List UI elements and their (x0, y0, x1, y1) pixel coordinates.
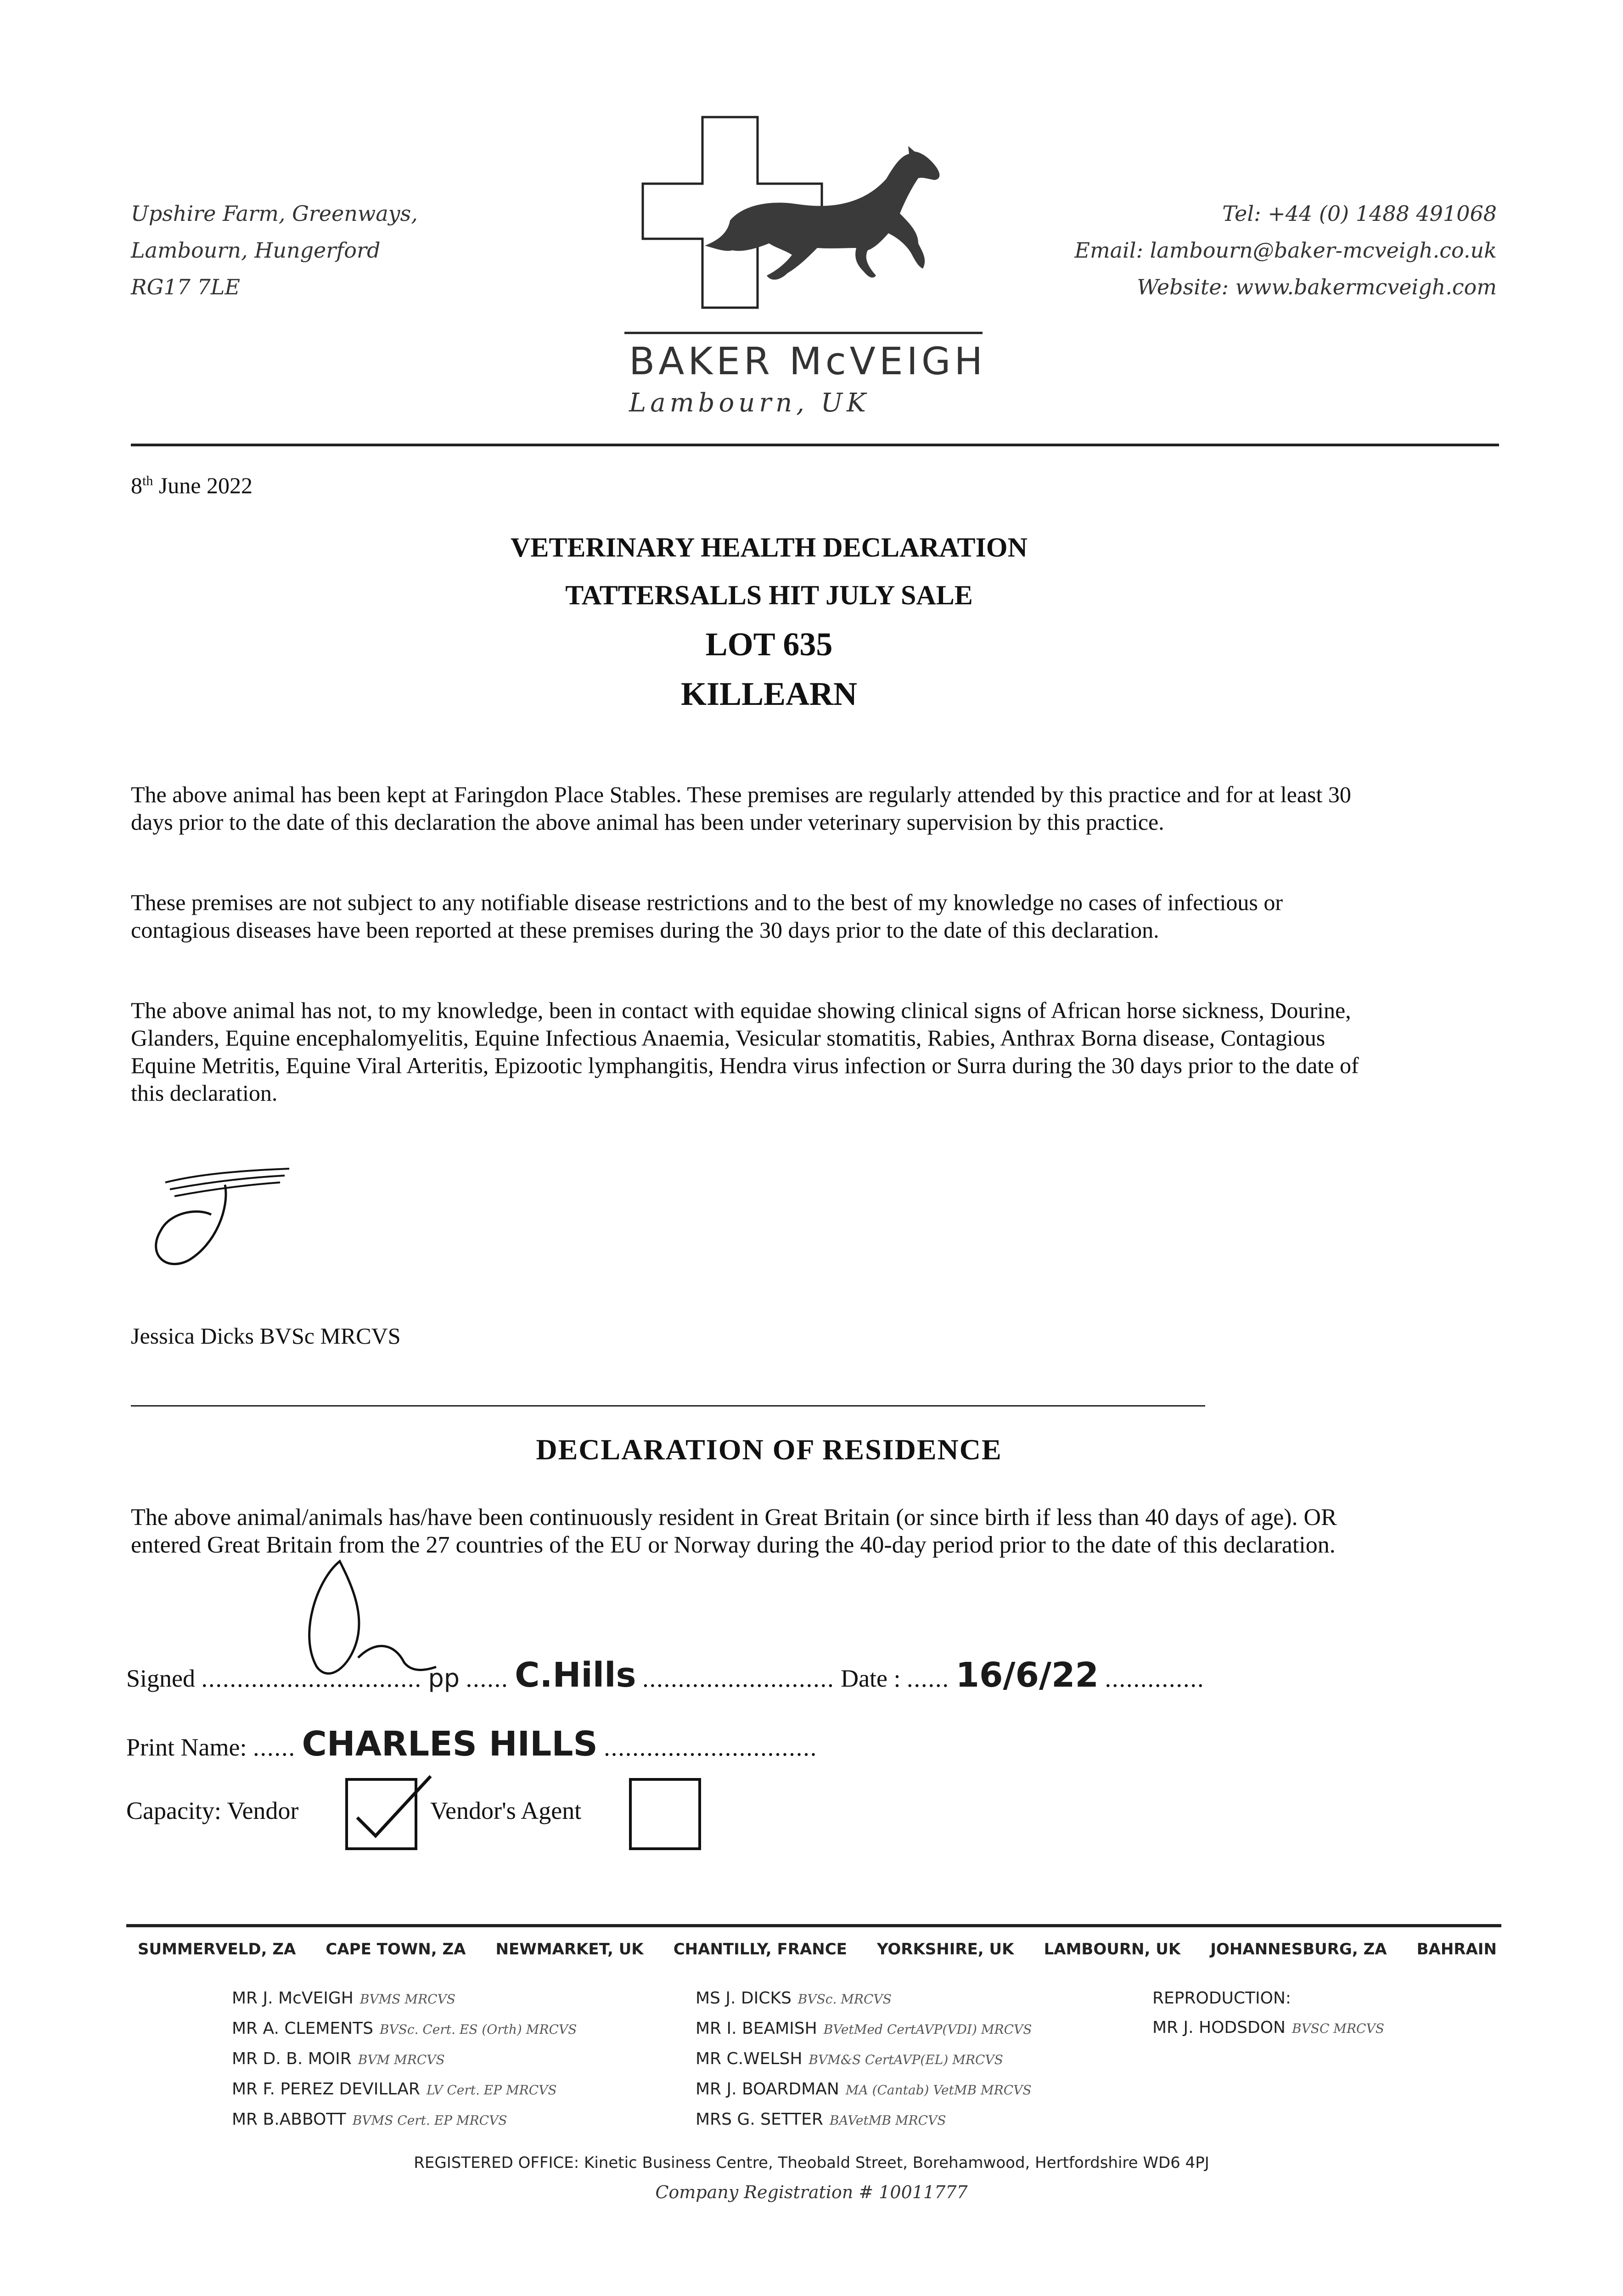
staff-member: MR D. B. MOIR BVM MRCVS (232, 2049, 445, 2068)
date-rest: June 2022 (153, 473, 253, 498)
contact-phone: Tel: +44 (0) 1488 491068 (1222, 201, 1497, 226)
declaration-title: VETERINARY HEALTH DECLARATION (511, 532, 1028, 563)
staff-member: MR A. CLEMENTS BVSc. Cert. ES (Orth) MRCVS (232, 2019, 577, 2038)
vet-signatory-name: Jessica Dicks BVSc MRCVS (131, 1323, 401, 1349)
cross-horse-logo-icon (624, 110, 983, 340)
print-name-row: Print Name: ...... CHARLES HILLS .............................. (126, 1724, 818, 1764)
header-divider (131, 444, 1499, 446)
print-name-value: CHARLES HILLS (302, 1724, 598, 1764)
paragraph-restrictions: These premises are not subject to any notifiable disease restrictions and to the best of my knowledge no cases of infectious or contagious diseases have been reported at these premises during the 30 days prior to the date of this declaration. (131, 889, 1283, 943)
vendor-checkbox[interactable] (345, 1778, 417, 1850)
staff-column-3 (1152, 1984, 1384, 2043)
location-item: CHANTILLY, FRANCE (673, 1940, 847, 1958)
address-line: Lambourn, Hungerford (131, 238, 381, 263)
signed-pp: pp (428, 1664, 460, 1693)
section-divider (131, 1405, 1205, 1407)
agent-label: Vendor's Agent (430, 1797, 582, 1824)
staff-member: MS J. DICKS BVSc. MRCVS (696, 1989, 892, 2008)
staff-member: MR C.WELSH BVM&S CertAVP(EL) MRCVS (696, 2049, 1003, 2068)
residence-title: DECLARATION OF RESIDENCE (536, 1433, 1002, 1466)
location-item: BAHRAIN (1416, 1940, 1497, 1958)
signed-value: C.Hills (515, 1655, 636, 1695)
signed-label: Signed (126, 1665, 196, 1692)
residence-statement: The above animal/animals has/have been continuously resident in Great Britain (or since birth if less than 40 days of age). OR entered Great Britain from the 27 countries of the EU or Norway during the 40-day period prior to the date of this declaration. (131, 1504, 1337, 1558)
staff-column-1 (232, 1984, 577, 2135)
paragraph-contact: The above animal has not, to my knowledge, been in contact with equidae showing clinical signs of African horse sickness, Dourine, Glanders, Equine encephalomyelitis, Equine Infectious Anaemia, Vesicular stomatitis, Rabies, Anthrax Borna disease, Contagious Equine Metritis, Equine Viral Arteritis, Epizootic lymphangitis, Hendra virus infection or Surra during the 30 days prior to the date of this declaration. (131, 997, 1359, 1106)
location-item: LAMBOURN, UK (1044, 1940, 1181, 1958)
location-item: CAPE TOWN, ZA (326, 1940, 466, 1958)
location-item: JOHANNESBURG, ZA (1210, 1940, 1387, 1958)
location-item: SUMMERVELD, ZA (138, 1940, 296, 1958)
staff-member: MR I. BEAMISH BVetMed CertAVP(VDI) MRCVS (696, 2019, 1032, 2038)
letter-date (131, 472, 253, 499)
staff-member: MR J. McVEIGH BVMS MRCVS (232, 1989, 455, 2008)
agent-checkbox[interactable] (629, 1778, 701, 1850)
address-line: RG17 7LE (131, 275, 240, 299)
print-name-label: Print Name: (126, 1733, 247, 1761)
staff-member: MR F. PEREZ DEVILLAR LV Cert. EP MRCVS (232, 2080, 557, 2099)
signed-row: Signed ............................... pp ...... C.Hills ........................... Date : ...... 16/6/22 .............. (126, 1655, 1205, 1695)
location-item: YORKSHIRE, UK (876, 1940, 1014, 1958)
staff-member: MRS G. SETTER BAVetMB MRCVS (696, 2110, 946, 2129)
staff-member: MR B.ABBOTT BVMS Cert. EP MRCVS (232, 2110, 507, 2129)
staff-column-2 (696, 1984, 1032, 2135)
contact-website: Website: www.bakermcveigh.com (1137, 275, 1497, 299)
date-suffix: th (142, 473, 153, 489)
date-value: 16/6/22 (955, 1655, 1099, 1695)
horse-name: KILLEARN (680, 675, 858, 712)
reproduction-title: REPRODUCTION: (1152, 1989, 1292, 2008)
company-registration: Company Registration # 10011777 (655, 2182, 968, 2202)
check-mark-icon (343, 1767, 435, 1840)
lot-number: LOT 635 (705, 626, 833, 663)
staff-member: MR J. HODSDON BVSC MRCVS (1152, 2018, 1384, 2037)
office-locations (138, 1940, 1497, 1958)
location-item: NEWMARKET, UK (495, 1940, 644, 1958)
date-label: Date : (841, 1665, 901, 1692)
company-contact (1074, 195, 1497, 305)
staff-member: MR J. BOARDMAN MA (Cantab) VetMB MRCVS (696, 2080, 1032, 2099)
brand-location: Lambourn, UK (629, 388, 870, 418)
capacity-label: Capacity: Vendor (126, 1797, 299, 1824)
company-address (131, 195, 418, 305)
contact-email: Email: lambourn@baker-mcveigh.co.uk (1074, 238, 1497, 263)
vet-signature (138, 1157, 303, 1277)
sale-title: TATTERSALLS HIT JULY SALE (565, 580, 973, 610)
date-day: 8 (131, 473, 142, 498)
brand-name: BAKER McVEIGH (629, 340, 987, 383)
footer-divider (126, 1924, 1501, 1927)
address-line: Upshire Farm, Greenways, (131, 201, 418, 226)
registered-office: REGISTERED OFFICE: Kinetic Business Centre, Theobald Street, Borehamwood, Hertfordshire WD6 4PJ (414, 2154, 1209, 2172)
paragraph-premises: The above animal has been kept at Faringdon Place Stables. These premises are regularly attended by this practice and for at least 30 days prior to the date of this declaration the above animal has been under veterinary supervision by this practice. (131, 782, 1351, 835)
